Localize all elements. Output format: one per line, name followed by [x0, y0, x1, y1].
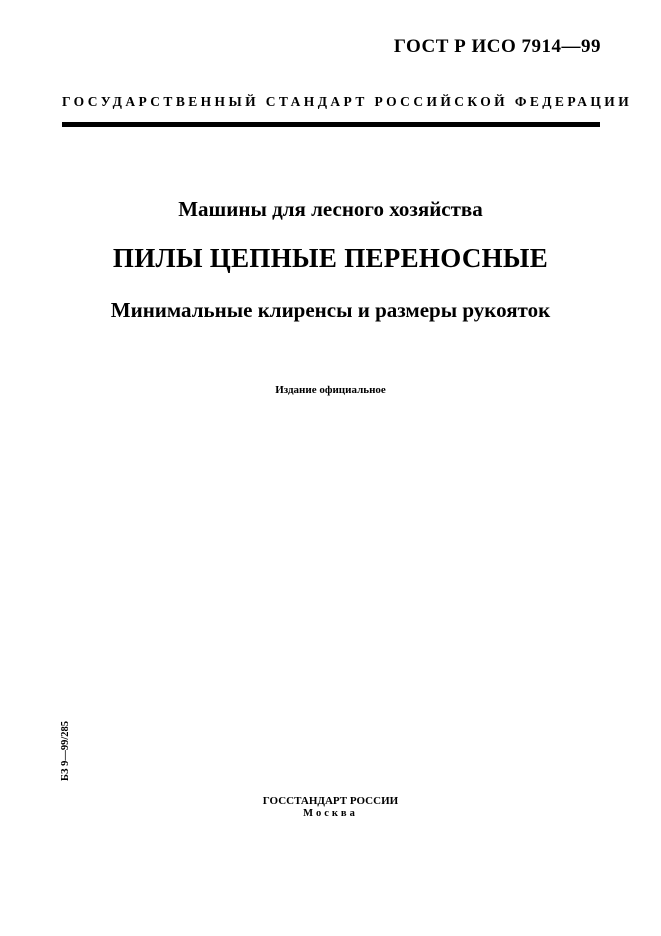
- side-code: БЗ 9—99/285: [60, 720, 71, 781]
- header-rule: [62, 122, 600, 127]
- state-standard-heading: ГОСУДАРСТВЕННЫЙ СТАНДАРТ РОССИЙСКОЙ ФЕДЕРАЦИИ: [62, 94, 633, 109]
- standard-designation: ГОСТ Р ИСО 7914—99: [393, 36, 601, 57]
- title-line-3: Минимальные клиренсы и размеры рукояток: [110, 298, 551, 322]
- publisher-city: Москва: [303, 808, 358, 819]
- title-line-1: Машины для лесного хозяйства: [178, 197, 483, 221]
- edition-note: Издание официальное: [275, 384, 386, 396]
- title-line-2: ПИЛЫ ЦЕПНЫЕ ПЕРЕНОСНЫЕ: [112, 243, 549, 273]
- publisher: ГОССТАНДАРТ РОССИИ: [262, 795, 399, 807]
